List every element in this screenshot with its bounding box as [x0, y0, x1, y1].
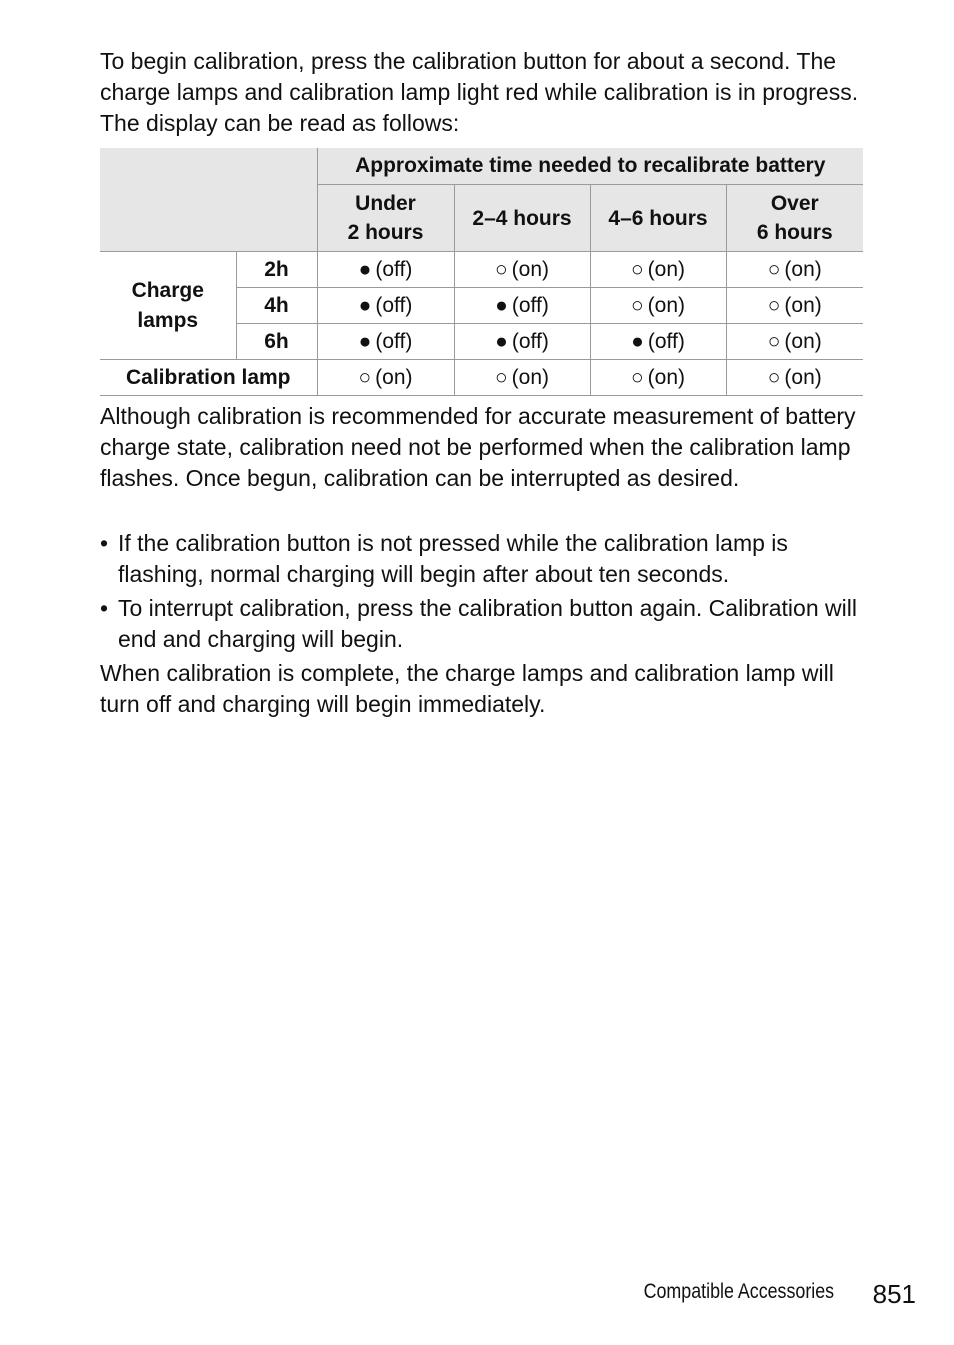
lamp-off-icon: ● — [358, 257, 372, 281]
page-number: 851 — [872, 1279, 916, 1309]
lamp-on-icon: ○ — [630, 293, 644, 317]
lamp-on-icon: ○ — [767, 293, 781, 317]
col-header-under-2-hours: Under 2 hours — [317, 185, 454, 252]
lamp-on-icon: ○ — [767, 365, 781, 389]
table-corner-cell — [100, 148, 317, 252]
row-label-4h: 4h — [236, 288, 317, 324]
cell-4h-under-2: ● (off) — [317, 288, 454, 324]
table-header-title: Approximate time needed to recalibrate battery — [317, 148, 863, 185]
lamp-off-icon: ● — [495, 293, 508, 317]
lamp-on-icon: ○ — [494, 365, 508, 389]
cell-calib-under-2: ○ (on) — [317, 360, 454, 396]
cell-6h-under-2: ● (off) — [317, 324, 454, 360]
lamp-off-icon: ● — [631, 329, 644, 353]
col-header-2-4-hours: 2–4 hours — [454, 185, 590, 252]
lamp-on-icon: ○ — [767, 257, 781, 281]
cell-4h-4-6: ○ (on) — [590, 288, 726, 324]
lamp-on-icon: ○ — [767, 329, 781, 353]
lamp-on-icon: ○ — [358, 365, 372, 389]
bullet-text: To interrupt calibration, press the calibration button again. Calibration will end and charging will begin. — [118, 595, 857, 652]
cell-2h-over-6: ○ (on) — [726, 252, 863, 288]
col-header-4-6-hours: 4–6 hours — [590, 185, 726, 252]
lamp-on-icon: ○ — [494, 257, 508, 281]
cell-4h-2-4: ● (off) — [454, 288, 590, 324]
row-label-6h: 6h — [236, 324, 317, 360]
row-label-2h: 2h — [236, 252, 317, 288]
lamp-on-icon: ○ — [630, 365, 644, 389]
cell-6h-4-6: ● (off) — [590, 324, 726, 360]
lamp-off-icon: ● — [358, 293, 372, 317]
cell-2h-2-4: ○ (on) — [454, 252, 590, 288]
lamp-off-icon: ● — [358, 329, 372, 353]
cell-2h-under-2: ● (off) — [317, 252, 454, 288]
intro-paragraph: To begin calibration, press the calibration button for about a second. The charge lamps and calibration lamp light red while calibration is in progress. The display can be read as follows: — [100, 48, 859, 136]
cell-2h-4-6: ○ (on) — [590, 252, 726, 288]
bullet-text: If the calibration button is not pressed while the calibration lamp is flashing, normal charging will begin after about ten seconds. — [118, 530, 788, 587]
table-row — [100, 252, 863, 288]
cell-calib-2-4: ○ (on) — [454, 360, 590, 396]
lamp-off-icon: ● — [495, 329, 508, 353]
charge-lamps-label: Charge lamps — [100, 252, 236, 360]
footer-section-title: Compatible Accessories — [643, 1280, 834, 1303]
bullet-icon: • — [100, 530, 109, 556]
calibration-table — [100, 148, 863, 396]
cell-calib-4-6: ○ (on) — [590, 360, 726, 396]
table-row — [100, 360, 863, 396]
lamp-on-icon: ○ — [630, 257, 644, 281]
completion-paragraph: When calibration is complete, the charge lamps and calibration lamp will turn off and charging will begin immediately. — [100, 660, 834, 717]
col-header-over-6-hours: Over 6 hours — [726, 185, 863, 252]
bullet-icon: • — [100, 595, 109, 621]
cell-calib-over-6: ○ (on) — [726, 360, 863, 396]
list-item — [100, 593, 870, 655]
list-item — [100, 528, 870, 590]
cell-6h-over-6: ○ (on) — [726, 324, 863, 360]
cell-6h-2-4: ● (off) — [454, 324, 590, 360]
calibration-lamp-label: Calibration lamp — [100, 360, 317, 396]
calibration-note-paragraph: Although calibration is recommended for accurate measurement of battery charge state, calibration need not be performed when the calibration lamp flashes. Once begun, calibration can be interrupted as desired. — [100, 403, 856, 491]
cell-4h-over-6: ○ (on) — [726, 288, 863, 324]
